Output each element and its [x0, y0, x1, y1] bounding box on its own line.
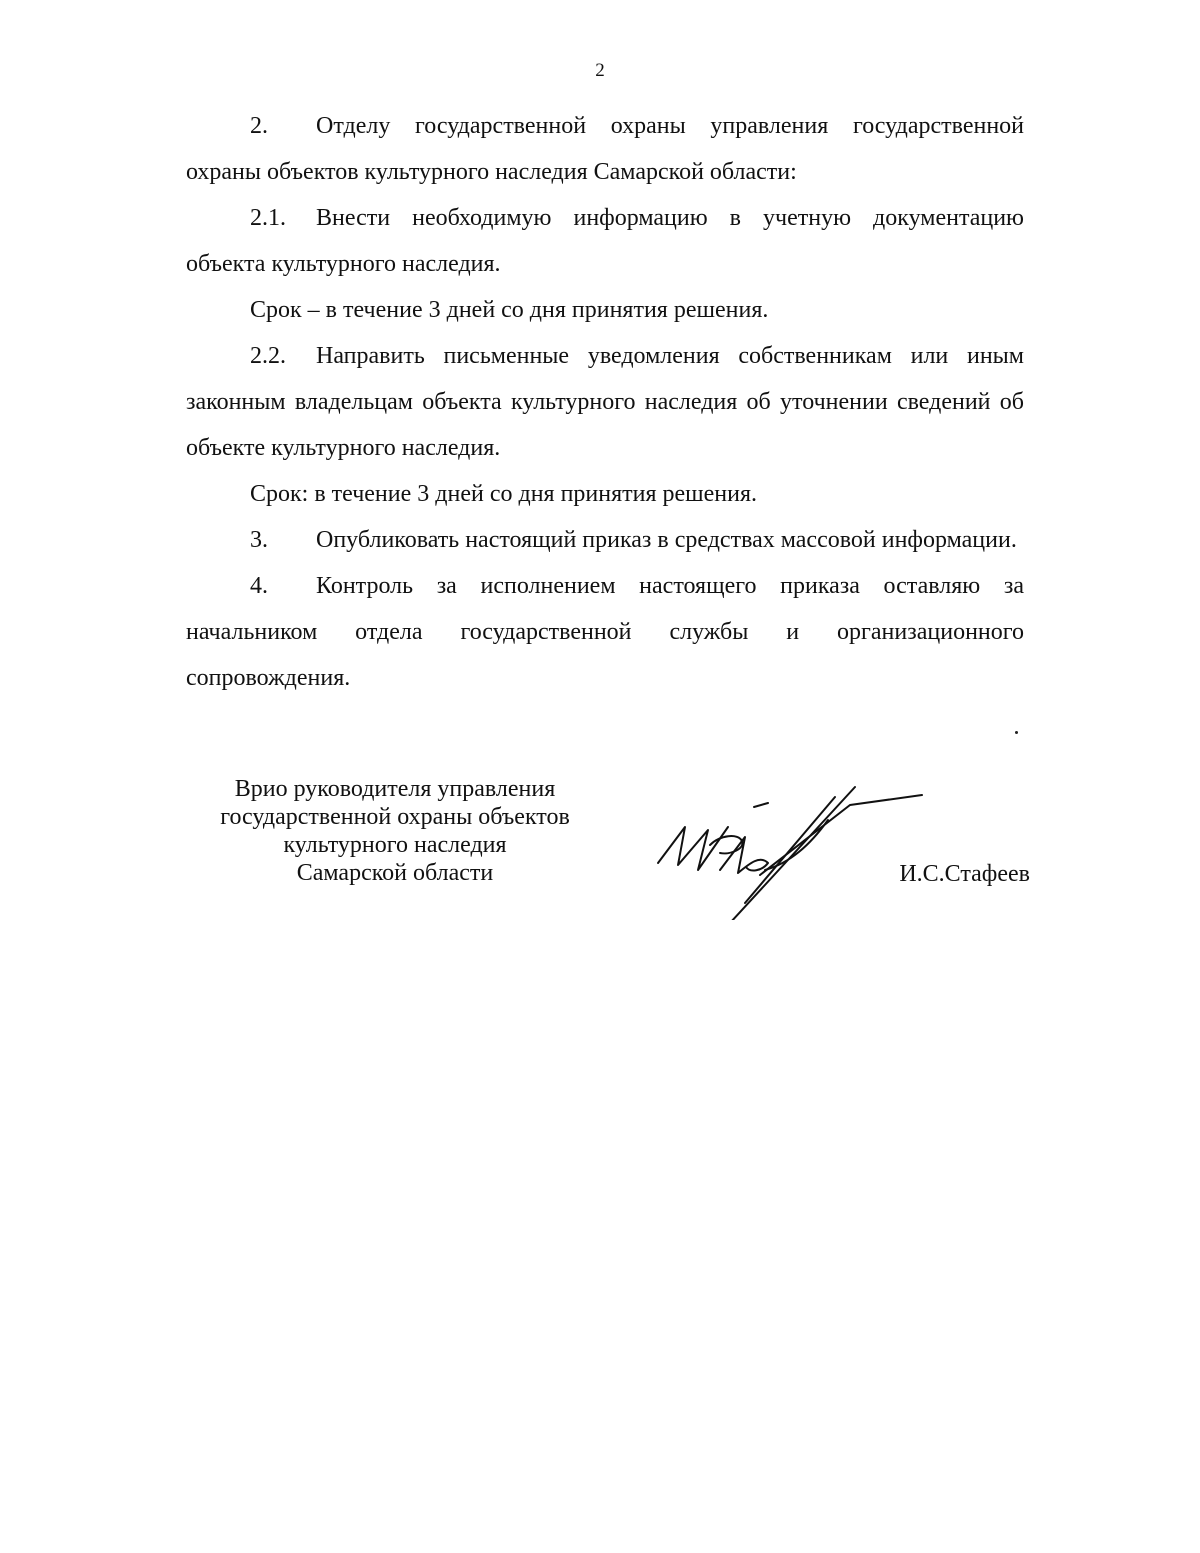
deadline-2-2: Срок: в течение 3 дней со дня принятия решения.: [250, 481, 758, 507]
stray-dot: [1015, 731, 1018, 734]
paragraph-number: 2.: [250, 113, 268, 139]
position-line: государственной охраны объектов: [220, 804, 570, 830]
paragraph-number: 2.2.: [250, 343, 286, 369]
paragraph-text: Отделу государственной охраны управления государственной охраны объектов культурного наследия Самарской области:: [186, 113, 1024, 185]
paragraph-number: 2.1.: [250, 205, 286, 231]
signer-name: И.С.Стафеев: [899, 861, 1030, 887]
paragraph-2: [186, 103, 1024, 195]
paragraph-text: Направить письменные уведомления собственникам или иным законным владельцам объекта культурного наследия об уточнении сведений об объекте культурного наследия.: [186, 343, 1024, 461]
paragraph-number: 4.: [250, 573, 268, 599]
position-line: культурного наследия: [283, 832, 507, 858]
position-line: Врио руководителя управления: [234, 776, 556, 802]
paragraph-text: Опубликовать настоящий приказ в средствах массовой информации.: [316, 527, 1017, 553]
paragraph-4: [186, 563, 1024, 701]
paragraph-text: Контроль за исполнением настоящего приказа оставляю за начальником отдела государственной службы и организационного сопровождения.: [186, 573, 1024, 691]
paragraph-number: 3.: [250, 527, 268, 553]
paragraph-text: Внести необходимую информацию в учетную документацию объекта культурного наследия.: [186, 205, 1024, 277]
position-line: Самарской области: [296, 860, 494, 886]
document-body: [186, 103, 1024, 701]
page-number: 2: [595, 60, 605, 81]
paragraph-2-1: [186, 195, 1024, 287]
handwritten-signature-icon: [650, 775, 930, 920]
paragraph-3: [186, 517, 1024, 563]
deadline-2-1: Срок – в течение 3 дней со дня принятия решения.: [250, 297, 769, 323]
signatory-position: [190, 775, 600, 887]
paragraph-2-2: [186, 333, 1024, 471]
